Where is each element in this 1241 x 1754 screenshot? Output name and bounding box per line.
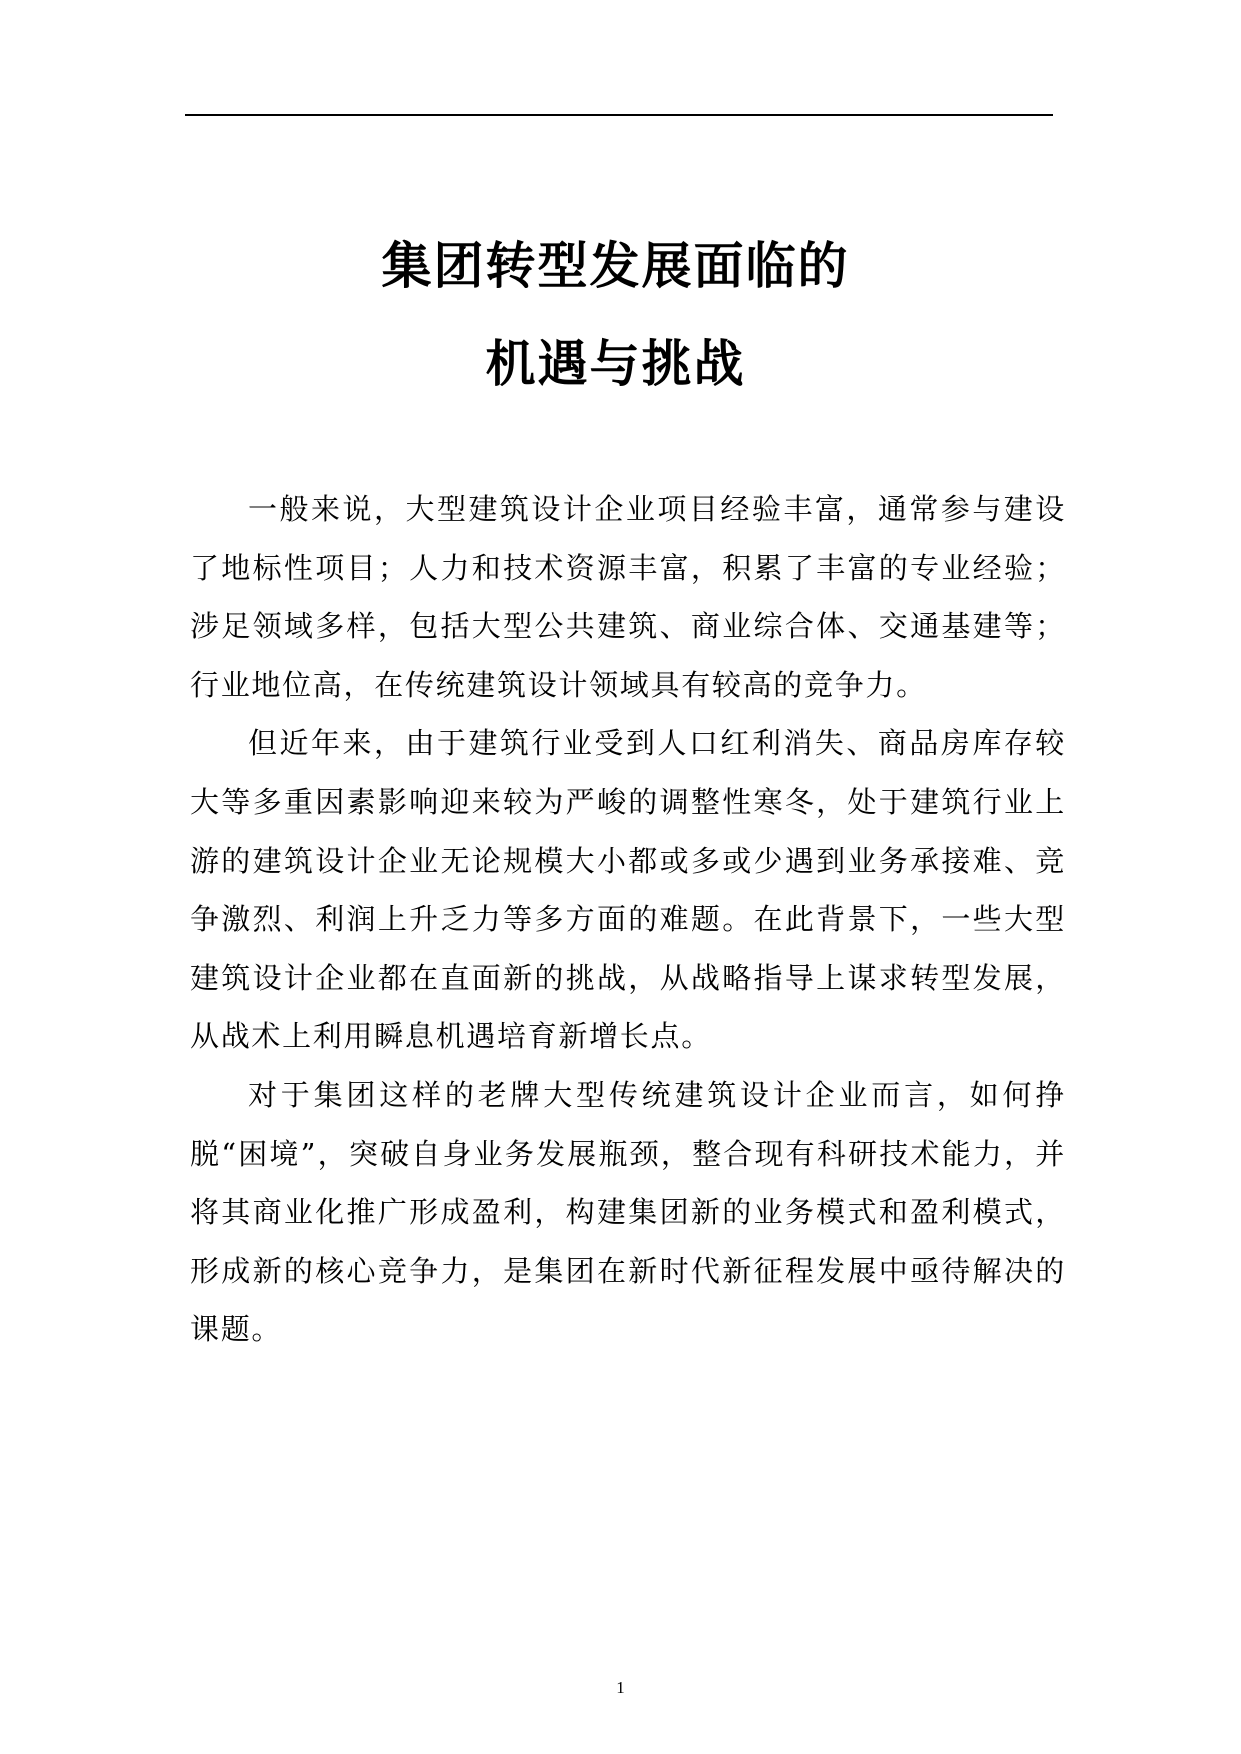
header-rule (185, 114, 1053, 116)
body-paragraph-1: 一般来说，大型建筑设计企业项目经验丰富，通常参与建设了地标性项目；人力和技术资源丰富，积累了丰富的专业经验；涉足领域多样，包括大型公共建筑、商业综合体、交通基建等；行业地位高，在传统建筑设计领域具有较高的竞争力。 (190, 492, 1066, 702)
document-title-line-1: 集团转型发展面临的 (381, 237, 850, 295)
body-paragraph-2: 但近年来，由于建筑行业受到人口红利消失、商品房库存较大等多重因素影响迎来较为严峻的调整性寒冬，处于建筑行业上游的建筑设计企业无论规模大小都或多或少遇到业务承接难、竞争激烈、利润上升乏力等多方面的难题。在此背景下，一些大型建筑设计企业都在直面新的挑战，从战略指导上谋求转型发展，从战术上利用瞬息机遇培育新增长点。 (190, 726, 1066, 1054)
document-title-line-2: 机遇与挑战 (485, 335, 746, 393)
body-paragraph-3: 对于集团这样的老牌大型传统建筑设计企业而言，如何挣脱“困境”，突破自身业务发展瓶颈，整合现有科研技术能力，并将其商业化推广形成盈利，构建集团新的业务模式和盈利模式，形成新的核心竞争力，是集团在新时代新征程发展中亟待解决的课题。 (190, 1077, 1066, 1347)
page-number: 1 (616, 1678, 625, 1697)
document-body (190, 480, 1066, 1359)
